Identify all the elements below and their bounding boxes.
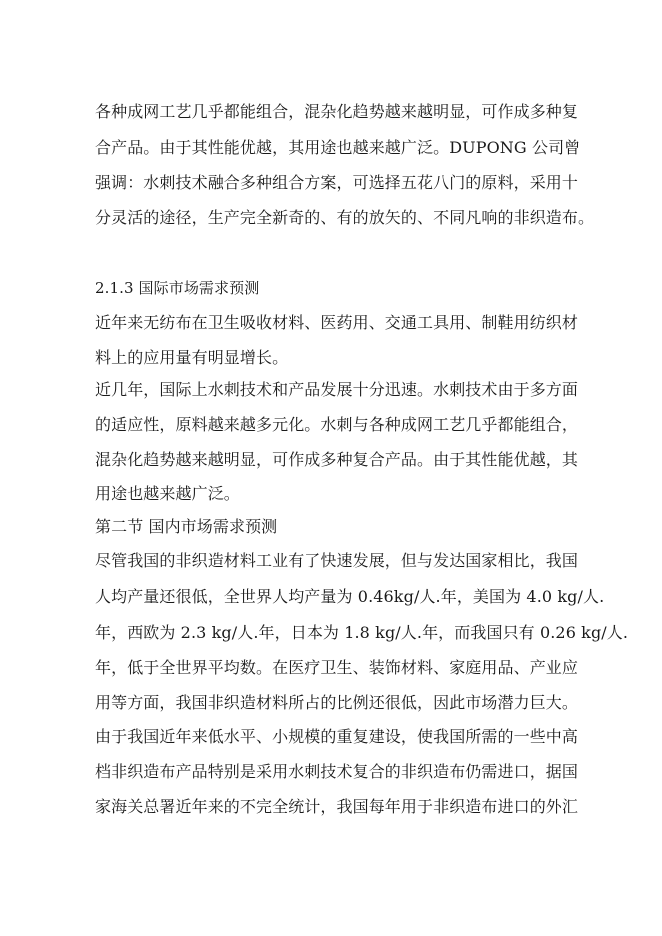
text-line: 档非织造布产品特别是采用水刺技术复合的非织造布仍需进口，据国 [95,762,579,781]
text-line: 年，低于全世界平均数。在医疗卫生、装饰材料、家庭用品、产业应 [95,658,579,677]
text-line: 料上的应用量有明显增长。 [95,348,289,367]
section-heading-213: 2.1.3 国际市场需求预测 [95,279,260,297]
text-line: 分灵活的途径，生产完全新奇的、有的放矢的、不同凡响的非织造布。 [95,208,595,227]
text-line: 强调：水刺技术融合多种组合方案，可选择五花八门的原料，采用十 [95,173,579,192]
text-line: 家海关总署近年来的不完全统计，我国每年用于非织造布进口的外汇 [95,797,579,816]
text-line: 的适应性，原料越来越多元化。水刺与各种成网工艺几乎都能组合， [95,415,579,434]
section-heading-2: 第二节 国内市场需求预测 [95,517,278,536]
text-line: 用途也越来越广泛。 [95,484,240,503]
text-line: 用等方面，我国非织造材料所占的比例还很低，因此市场潜力巨大。 [95,693,579,712]
text-line: 混杂化趋势越来越明显，可作成多种复合产品。由于其性能优越，其 [95,450,579,469]
text-line: 尽管我国的非织造材料工业有了快速发展，但与发达国家相比，我国 [95,551,579,570]
text-line: 各种成网工艺几乎都能组合，混杂化趋势越来越明显，可作成多种复 [95,102,579,121]
text-line: 由于我国近年来低水平、小规模的重复建设，使我国所需的一些中高 [95,727,579,746]
text-line: 年，西欧为 2.3 kg/人.年，日本为 1.8 kg/人.年，而我国只有 0.26 kg/人. [95,623,629,642]
text-line: 近年来无纺布在卫生吸收材料、医药用、交通工具用、制鞋用纺织材 [95,313,579,332]
text-line: 合产品。由于其性能优越，其用途也越来越广泛。DUPONG 公司曾 [95,138,581,157]
text-line: 人均产量还很低，全世界人均产量为 0.46kg/人.年，美国为 4.0 kg/人. [95,587,605,606]
text-line: 近几年，国际上水刺技术和产品发展十分迅速。水刺技术由于多方面 [95,380,579,399]
